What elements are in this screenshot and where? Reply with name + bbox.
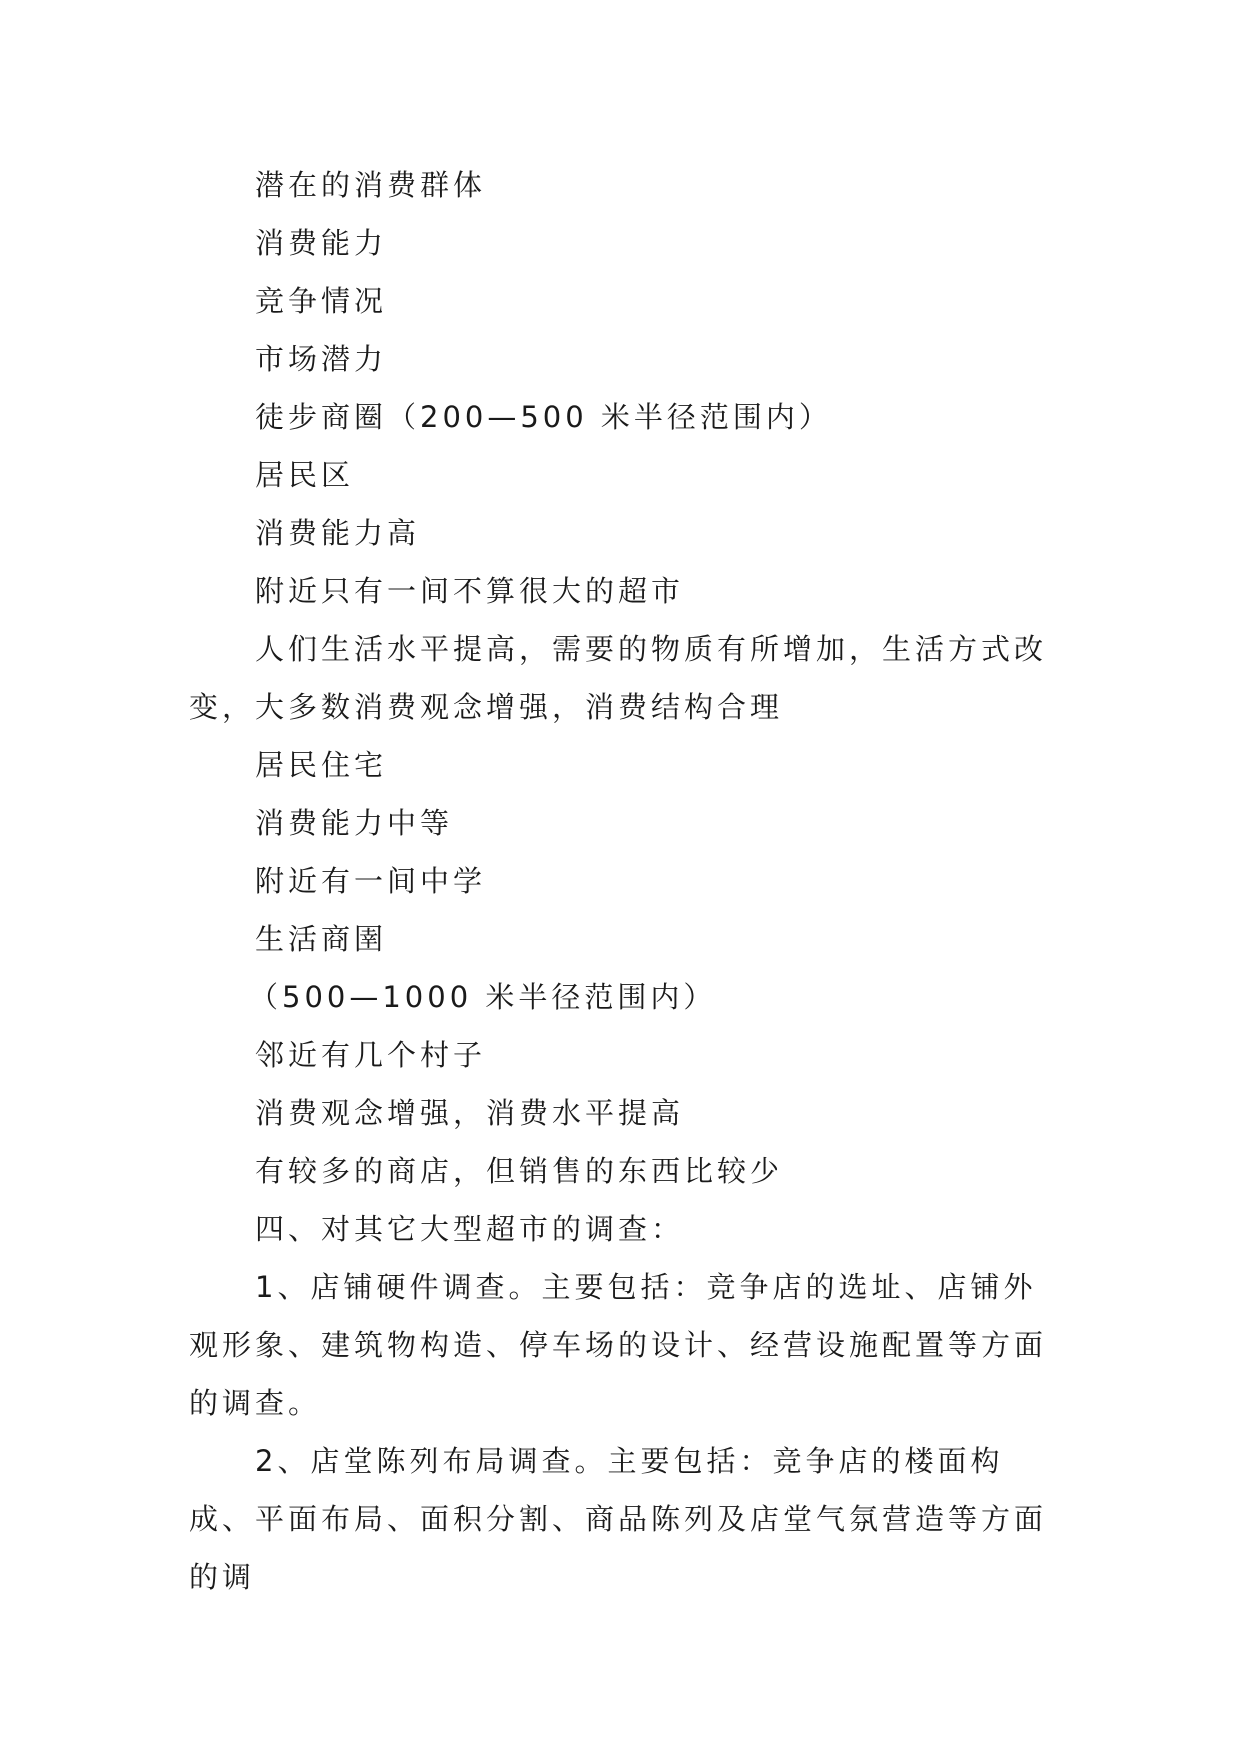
paragraph: 消费能力中等 — [255, 806, 454, 840]
paragraph: 居民区 — [255, 458, 355, 492]
paragraph: 有较多的商店，但销售的东西比较少 — [255, 1154, 784, 1188]
paragraph: 竞争情况 — [255, 284, 388, 318]
paragraph: 生活商圉 — [255, 922, 388, 956]
paragraph: 居民住宅 — [255, 748, 388, 782]
paragraph: （500—1000 米半径范围内） — [249, 980, 717, 1014]
paragraph: 消费观念增强，消费水平提高 — [255, 1096, 685, 1130]
paragraph: 消费能力高 — [255, 516, 421, 550]
paragraph: 徒步商圈（200—500 米半径范围内） — [255, 400, 832, 434]
paragraph: 附近有一间中学 — [255, 864, 487, 898]
section-heading: 四、对其它大型超市的调查： — [255, 1212, 685, 1246]
paragraph: 附近只有一间不算很大的超市 — [255, 574, 685, 608]
paragraph: 1、店铺硬件调查。主要包括：竞争店的选址、店铺外观形象、建筑物构造、停车场的设计、经营设施配置等方面的调查。 — [189, 1270, 1048, 1420]
paragraph: 市场潜力 — [255, 342, 388, 376]
paragraph: 消费能力 — [255, 226, 388, 260]
paragraph: 邻近有几个村子 — [255, 1038, 487, 1072]
document-body — [189, 156, 1059, 1606]
paragraph: 潜在的消费群体 — [255, 168, 487, 202]
paragraph: 人们生活水平提高，需要的物质有所增加，生活方式改变，大多数消费观念增强，消费结构合理 — [189, 632, 1048, 724]
paragraph: 2、店堂陈列布局调查。主要包括：竞争店的楼面构成、平面布局、面积分割、商品陈列及店堂气氛营造等方面的调 — [189, 1444, 1048, 1594]
